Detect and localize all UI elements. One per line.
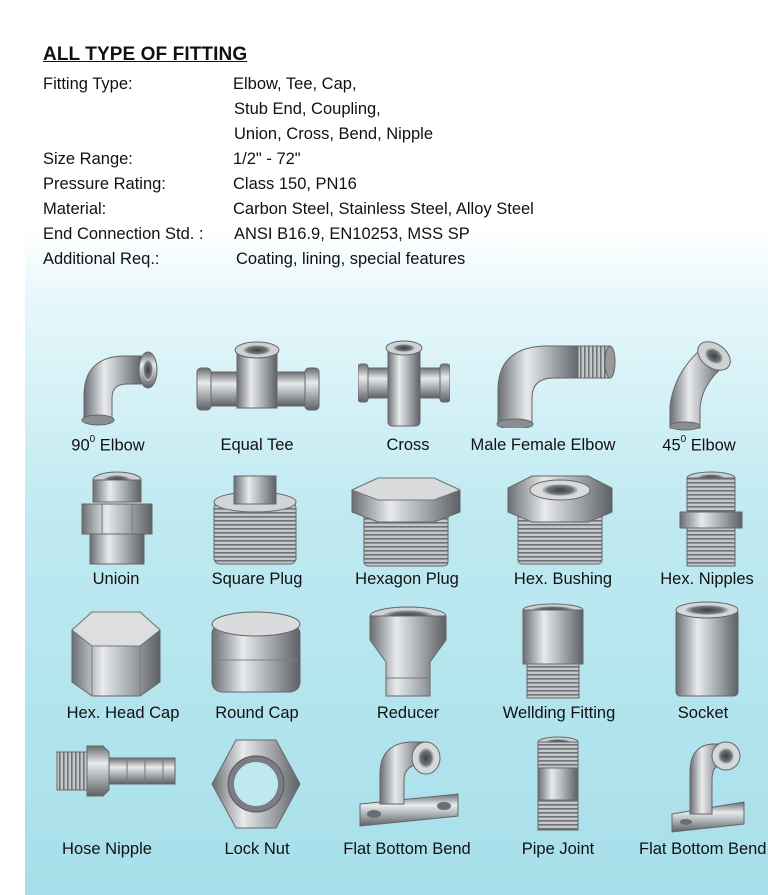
page-title: ALL TYPE OF FITTING	[43, 44, 248, 65]
pipe-joint-image	[534, 736, 582, 834]
socket-image	[672, 600, 742, 700]
label-reducer: Reducer	[376, 704, 440, 722]
hex-nipples-image	[676, 470, 746, 570]
pressure-rating-label: Pressure Rating:	[43, 175, 166, 193]
flat-bottom-bend-2-image	[668, 736, 748, 834]
label-hex-nipples: Hex. Nipples	[660, 570, 754, 588]
size-range-value: 1/2" - 72"	[233, 150, 301, 168]
label-hexagon-plug: Hexagon Plug	[355, 570, 459, 588]
pressure-rating-value: Class 150, PN16	[233, 175, 357, 193]
label-flat-bottom-bend-2: Flat Bottom Bend	[639, 840, 767, 858]
fitting-type-label: Fitting Type:	[43, 75, 133, 93]
label-equal-tee: Equal Tee	[220, 436, 294, 454]
union-image	[78, 470, 156, 570]
equal-tee-image	[195, 338, 320, 430]
hexagon-plug-image	[348, 474, 464, 568]
end-connection-label: End Connection Std. :	[43, 225, 204, 243]
fitting-type-value-1: Elbow, Tee, Cap,	[233, 75, 357, 93]
label-pipe-joint: Pipe Joint	[521, 840, 595, 858]
male-female-elbow-image	[492, 340, 617, 428]
label-round-cap: Round Cap	[215, 704, 299, 722]
material-label: Material:	[43, 200, 107, 218]
material-value: Carbon Steel, Stainless Steel, Alloy Steel	[233, 200, 534, 218]
label-welding-fitting: Wellding Fitting	[502, 704, 616, 722]
reducer-image	[366, 604, 450, 700]
hex-bushing-image	[504, 472, 616, 568]
round-cap-image	[208, 608, 304, 696]
additional-req-value: Coating, lining, special features	[236, 250, 466, 268]
label-hex-head-cap: Hex. Head Cap	[66, 704, 180, 722]
cross-image	[358, 338, 450, 430]
label-square-plug: Square Plug	[211, 570, 303, 588]
additional-req-label: Additional Req.:	[43, 250, 160, 268]
label-male-female-elbow: Male Female Elbow	[470, 436, 616, 454]
hose-nipple-image	[55, 742, 179, 800]
label-socket: Socket	[677, 704, 729, 722]
end-connection-value: ANSI B16.9, EN10253, MSS SP	[234, 225, 470, 243]
label-union: Unioin	[92, 570, 140, 588]
square-plug-image	[210, 472, 300, 568]
label-hose-nipple: Hose Nipple	[62, 840, 152, 858]
label-hex-bushing: Hex. Bushing	[513, 570, 613, 588]
elbow-45-image	[664, 336, 744, 431]
label-cross: Cross	[386, 436, 430, 454]
label-elbow-45: $45^0$ Elbow	[662, 434, 736, 455]
fitting-type-value-3: Union, Cross, Bend, Nipple	[234, 125, 434, 143]
label-elbow-90: $90^0$ Elbow	[71, 434, 145, 455]
elbow-90-image	[72, 336, 162, 426]
flat-bottom-bend-image	[354, 734, 464, 830]
fitting-type-value-2: Stub End, Coupling,	[234, 100, 381, 118]
welding-fitting-image	[518, 602, 588, 702]
label-flat-bottom-bend: Flat Bottom Bend	[343, 840, 471, 858]
size-range-label: Size Range:	[43, 150, 133, 168]
label-lock-nut: Lock Nut	[224, 840, 290, 858]
hex-head-cap-image	[68, 606, 164, 700]
lock-nut-image	[208, 736, 304, 832]
